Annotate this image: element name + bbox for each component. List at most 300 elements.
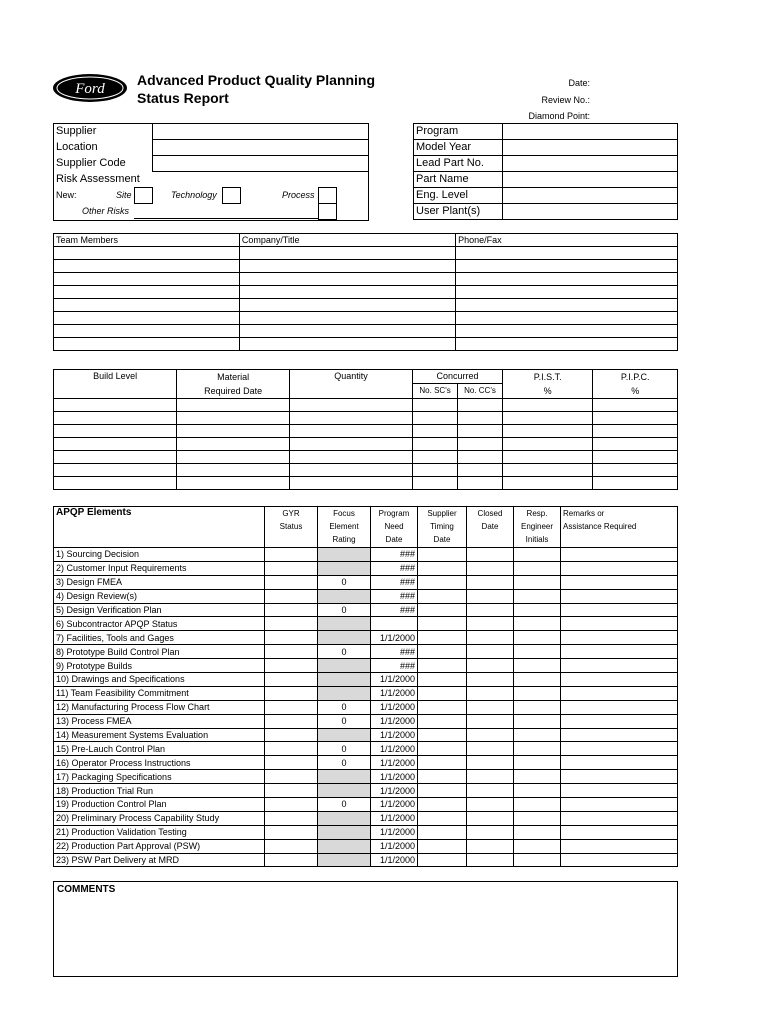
- focus-rating-cell[interactable]: [318, 561, 371, 575]
- build-cell[interactable]: [54, 464, 177, 477]
- focus-rating-cell[interactable]: [318, 770, 371, 784]
- build-cell[interactable]: [593, 464, 678, 477]
- apqp-entry-cell[interactable]: [514, 561, 561, 575]
- focus-rating-cell[interactable]: 0: [318, 700, 371, 714]
- build-cell[interactable]: [289, 451, 412, 464]
- build-cell[interactable]: [289, 464, 412, 477]
- program-need-date-cell[interactable]: ###: [371, 548, 418, 562]
- focus-rating-cell[interactable]: [318, 839, 371, 853]
- apqp-element-name: 23) PSW Part Delivery at MRD: [54, 853, 265, 867]
- build-cell[interactable]: [54, 399, 177, 412]
- focus-rating-cell[interactable]: 0: [318, 798, 371, 812]
- apqp-entry-cell[interactable]: [514, 853, 561, 867]
- team-row: [54, 273, 678, 286]
- apqp-element-name: 20) Preliminary Process Capability Study: [54, 811, 265, 825]
- apqp-entry-cell[interactable]: [561, 700, 678, 714]
- build-cell[interactable]: [54, 425, 177, 438]
- apqp-entry-cell[interactable]: [561, 617, 678, 631]
- program-need-date-cell[interactable]: ###: [371, 589, 418, 603]
- build-cell[interactable]: [413, 438, 458, 451]
- apqp-entry-cell[interactable]: [418, 659, 467, 673]
- focus-rating-cell[interactable]: [318, 631, 371, 645]
- team-cell[interactable]: [239, 273, 455, 286]
- apqp-entry-cell[interactable]: [418, 728, 467, 742]
- program-row-label: Eng. Level: [414, 188, 503, 204]
- build-cell[interactable]: [458, 451, 503, 464]
- gyr-status-cell[interactable]: [265, 811, 318, 825]
- risk-checkbox[interactable]: [318, 203, 337, 220]
- team-cell[interactable]: [456, 312, 678, 325]
- focus-rating-cell[interactable]: [318, 617, 371, 631]
- supplier-row: [54, 172, 368, 188]
- apqp-entry-cell[interactable]: [561, 784, 678, 798]
- program-need-date-cell[interactable]: ###: [371, 645, 418, 659]
- apqp-entry-cell[interactable]: [561, 728, 678, 742]
- program-row-label: Program: [414, 124, 503, 140]
- apqp-entry-cell[interactable]: [418, 770, 467, 784]
- focus-rating-cell[interactable]: 0: [318, 756, 371, 770]
- apqp-entry-cell[interactable]: [467, 798, 514, 812]
- apqp-entry-cell[interactable]: [514, 631, 561, 645]
- apqp-entry-cell[interactable]: [467, 811, 514, 825]
- team-cell[interactable]: [54, 260, 240, 273]
- build-cell[interactable]: [177, 464, 290, 477]
- focus-rating-cell[interactable]: [318, 686, 371, 700]
- gyr-status-cell[interactable]: [265, 548, 318, 562]
- focus-rating-cell[interactable]: [318, 825, 371, 839]
- focus-rating-cell[interactable]: 0: [318, 603, 371, 617]
- apqp-entry-cell[interactable]: [418, 589, 467, 603]
- focus-rating-cell[interactable]: [318, 784, 371, 798]
- apqp-entry-cell[interactable]: [514, 700, 561, 714]
- build-cell[interactable]: [177, 451, 290, 464]
- apqp-row: [54, 631, 678, 645]
- apqp-entry-cell[interactable]: [561, 659, 678, 673]
- apqp-row: [54, 728, 678, 742]
- apqp-entry-cell[interactable]: [561, 645, 678, 659]
- apqp-entry-cell[interactable]: [561, 798, 678, 812]
- build-cell[interactable]: [54, 412, 177, 425]
- build-cell[interactable]: [289, 399, 412, 412]
- build-cell[interactable]: [458, 438, 503, 451]
- program-field[interactable]: [503, 156, 678, 172]
- gyr-status-cell[interactable]: [265, 659, 318, 673]
- team-cell[interactable]: [239, 286, 455, 299]
- build-cell[interactable]: [54, 438, 177, 451]
- focus-rating-cell[interactable]: 0: [318, 742, 371, 756]
- gyr-status-cell[interactable]: [265, 575, 318, 589]
- team-cell[interactable]: [54, 299, 240, 312]
- build-cell[interactable]: [593, 451, 678, 464]
- build-cell[interactable]: [593, 412, 678, 425]
- program-need-date-cell[interactable]: 1/1/2000: [371, 686, 418, 700]
- apqp-entry-cell[interactable]: [418, 714, 467, 728]
- focus-rating-cell[interactable]: [318, 728, 371, 742]
- apqp-row: [54, 839, 678, 853]
- program-need-date-cell[interactable]: ###: [371, 659, 418, 673]
- apqp-row: [54, 645, 678, 659]
- build-cell[interactable]: [593, 399, 678, 412]
- apqp-header-row: [54, 507, 678, 548]
- apqp-entry-cell[interactable]: [467, 561, 514, 575]
- apqp-entry-cell[interactable]: [514, 673, 561, 687]
- gyr-status-cell[interactable]: [265, 728, 318, 742]
- apqp-table: [53, 506, 678, 867]
- team-cell[interactable]: [239, 260, 455, 273]
- apqp-entry-cell[interactable]: [467, 686, 514, 700]
- team-cell[interactable]: [239, 338, 455, 351]
- build-cell[interactable]: [289, 425, 412, 438]
- supplier-row: [54, 124, 368, 140]
- apqp-entry-cell[interactable]: [514, 784, 561, 798]
- build-cell[interactable]: [458, 412, 503, 425]
- apqp-entry-cell[interactable]: [514, 714, 561, 728]
- apqp-entry-cell[interactable]: [467, 853, 514, 867]
- team-header-cell: Team Members: [54, 234, 240, 247]
- build-cell[interactable]: [289, 412, 412, 425]
- apqp-element-name: 6) Subcontractor APQP Status: [54, 617, 265, 631]
- team-cell[interactable]: [456, 286, 678, 299]
- apqp-entry-cell[interactable]: [561, 811, 678, 825]
- apqp-entry-cell[interactable]: [418, 561, 467, 575]
- gyr-status-cell[interactable]: [265, 700, 318, 714]
- build-cell[interactable]: [502, 412, 592, 425]
- team-cell[interactable]: [456, 325, 678, 338]
- build-cell[interactable]: [413, 412, 458, 425]
- apqp-entry-cell[interactable]: [467, 603, 514, 617]
- apqp-entry-cell[interactable]: [467, 714, 514, 728]
- apqp-entry-cell[interactable]: [467, 659, 514, 673]
- apqp-entry-cell[interactable]: [467, 645, 514, 659]
- program-block: [413, 123, 678, 220]
- team-row: [54, 247, 678, 260]
- team-cell[interactable]: [456, 260, 678, 273]
- apqp-col-header-line: Element: [329, 522, 359, 531]
- program-field[interactable]: [503, 140, 678, 156]
- build-cell[interactable]: [177, 425, 290, 438]
- program-field[interactable]: [503, 172, 678, 188]
- gyr-status-cell[interactable]: [265, 645, 318, 659]
- program-need-date-cell[interactable]: ###: [371, 603, 418, 617]
- build-cell[interactable]: [593, 425, 678, 438]
- apqp-entry-cell[interactable]: [514, 686, 561, 700]
- gyr-status-cell[interactable]: [265, 589, 318, 603]
- build-cell[interactable]: [502, 477, 592, 490]
- team-cell[interactable]: [456, 299, 678, 312]
- apqp-entry-cell[interactable]: [418, 784, 467, 798]
- apqp-title: APQP Elements: [54, 507, 265, 548]
- apqp-row: [54, 548, 678, 562]
- apqp-row: [54, 561, 678, 575]
- build-cell[interactable]: [413, 399, 458, 412]
- build-cell[interactable]: [502, 425, 592, 438]
- gyr-status-cell[interactable]: [265, 839, 318, 853]
- apqp-col-header-line: Date: [433, 535, 451, 544]
- program-need-date-cell[interactable]: ###: [371, 575, 418, 589]
- apqp-entry-cell[interactable]: [467, 673, 514, 687]
- apqp-entry-cell[interactable]: [514, 589, 561, 603]
- focus-rating-cell[interactable]: [318, 853, 371, 867]
- apqp-element-name: 14) Measurement Systems Evaluation: [54, 728, 265, 742]
- apqp-entry-cell[interactable]: [561, 561, 678, 575]
- apqp-entry-cell[interactable]: [561, 631, 678, 645]
- build-cell[interactable]: [413, 451, 458, 464]
- apqp-entry-cell[interactable]: [561, 742, 678, 756]
- team-cell[interactable]: [456, 247, 678, 260]
- team-cell[interactable]: [239, 325, 455, 338]
- program-need-date-cell[interactable]: 1/1/2000: [371, 853, 418, 867]
- apqp-entry-cell[interactable]: [418, 645, 467, 659]
- focus-rating-cell[interactable]: [318, 589, 371, 603]
- apqp-entry-cell[interactable]: [514, 645, 561, 659]
- focus-rating-cell[interactable]: 0: [318, 575, 371, 589]
- apqp-entry-cell[interactable]: [418, 700, 467, 714]
- build-cell[interactable]: [502, 464, 592, 477]
- supplier-field[interactable]: [152, 140, 368, 156]
- program-need-date-cell[interactable]: 1/1/2000: [371, 825, 418, 839]
- no-cc-header: No. CC's: [458, 383, 503, 398]
- build-row: [54, 438, 678, 451]
- apqp-entry-cell[interactable]: [514, 811, 561, 825]
- team-cell[interactable]: [456, 338, 678, 351]
- site-label: Site: [116, 190, 132, 200]
- apqp-entry-cell[interactable]: [467, 742, 514, 756]
- apqp-entry-cell[interactable]: [418, 825, 467, 839]
- apqp-entry-cell[interactable]: [418, 686, 467, 700]
- focus-rating-cell[interactable]: 0: [318, 714, 371, 728]
- build-cell[interactable]: [413, 425, 458, 438]
- build-cell[interactable]: [177, 412, 290, 425]
- apqp-col-header-line: Engineer: [520, 522, 554, 531]
- apqp-entry-cell[interactable]: [467, 728, 514, 742]
- apqp-entry-cell[interactable]: [561, 770, 678, 784]
- program-need-date-cell[interactable]: 1/1/2000: [371, 631, 418, 645]
- apqp-entry-cell[interactable]: [514, 603, 561, 617]
- build-cell[interactable]: [502, 451, 592, 464]
- risk-checkbox[interactable]: [318, 187, 337, 204]
- team-cell[interactable]: [456, 273, 678, 286]
- apqp-entry-cell[interactable]: [561, 825, 678, 839]
- apqp-entry-cell[interactable]: [514, 825, 561, 839]
- apqp-entry-cell[interactable]: [418, 811, 467, 825]
- gyr-status-cell[interactable]: [265, 798, 318, 812]
- build-cell[interactable]: [54, 477, 177, 490]
- build-cell[interactable]: [458, 425, 503, 438]
- program-need-date-cell[interactable]: 1/1/2000: [371, 770, 418, 784]
- apqp-row: [54, 853, 678, 867]
- program-need-date-cell[interactable]: 1/1/2000: [371, 700, 418, 714]
- gyr-status-cell[interactable]: [265, 742, 318, 756]
- apqp-entry-cell[interactable]: [467, 548, 514, 562]
- program-need-date-cell[interactable]: 1/1/2000: [371, 798, 418, 812]
- gyr-status-cell[interactable]: [265, 617, 318, 631]
- build-cell[interactable]: [289, 477, 412, 490]
- apqp-row: [54, 700, 678, 714]
- apqp-entry-cell[interactable]: [467, 631, 514, 645]
- build-cell[interactable]: [458, 464, 503, 477]
- program-need-date-cell[interactable]: ###: [371, 561, 418, 575]
- build-cell[interactable]: [502, 399, 592, 412]
- focus-rating-cell[interactable]: [318, 659, 371, 673]
- build-cell[interactable]: [593, 438, 678, 451]
- supplier-field[interactable]: [152, 124, 368, 140]
- team-cell[interactable]: [54, 247, 240, 260]
- apqp-entry-cell[interactable]: [418, 673, 467, 687]
- team-cell[interactable]: [54, 312, 240, 325]
- technology-label: Technology: [171, 190, 217, 200]
- apqp-entry-cell[interactable]: [514, 770, 561, 784]
- apqp-entry-cell[interactable]: [561, 714, 678, 728]
- apqp-entry-cell[interactable]: [418, 742, 467, 756]
- apqp-entry-cell[interactable]: [467, 575, 514, 589]
- build-cell[interactable]: [413, 464, 458, 477]
- apqp-entry-cell[interactable]: [467, 784, 514, 798]
- apqp-element-name: 8) Prototype Build Control Plan: [54, 645, 265, 659]
- apqp-entry-cell[interactable]: [561, 853, 678, 867]
- program-need-date-cell[interactable]: 1/1/2000: [371, 784, 418, 798]
- apqp-entry-cell[interactable]: [514, 659, 561, 673]
- program-need-date-cell[interactable]: 1/1/2000: [371, 728, 418, 742]
- program-need-date-cell[interactable]: 1/1/2000: [371, 742, 418, 756]
- team-row: [54, 325, 678, 338]
- apqp-entry-cell[interactable]: [418, 603, 467, 617]
- apqp-element-name: 13) Process FMEA: [54, 714, 265, 728]
- risk-checkbox[interactable]: [134, 187, 153, 204]
- apqp-element-name: 1) Sourcing Decision: [54, 548, 265, 562]
- gyr-status-cell[interactable]: [265, 603, 318, 617]
- remarks-header-line: Assistance Required: [563, 522, 637, 531]
- apqp-entry-cell[interactable]: [418, 798, 467, 812]
- apqp-entry-cell[interactable]: [467, 770, 514, 784]
- build-cell[interactable]: [177, 477, 290, 490]
- build-cell[interactable]: [502, 438, 592, 451]
- apqp-col-header-line: Closed: [477, 509, 503, 518]
- apqp-element-name: 16) Operator Process Instructions: [54, 756, 265, 770]
- program-field[interactable]: [503, 188, 678, 204]
- program-field[interactable]: [503, 204, 678, 220]
- supplier-field[interactable]: [152, 156, 368, 172]
- apqp-entry-cell[interactable]: [561, 686, 678, 700]
- supplier-row-label: Supplier: [56, 125, 97, 137]
- team-cell[interactable]: [54, 286, 240, 299]
- program-need-date-cell[interactable]: 1/1/2000: [371, 756, 418, 770]
- apqp-entry-cell[interactable]: [561, 589, 678, 603]
- apqp-entry-cell[interactable]: [467, 700, 514, 714]
- apqp-entry-cell[interactable]: [514, 798, 561, 812]
- apqp-entry-cell[interactable]: [561, 575, 678, 589]
- team-cell[interactable]: [239, 247, 455, 260]
- apqp-entry-cell[interactable]: [514, 575, 561, 589]
- gyr-status-cell[interactable]: [265, 686, 318, 700]
- build-cell[interactable]: [54, 451, 177, 464]
- apqp-entry-cell[interactable]: [561, 548, 678, 562]
- apqp-entry-cell[interactable]: [418, 548, 467, 562]
- apqp-entry-cell[interactable]: [467, 617, 514, 631]
- apqp-col-header-line: Resp.: [526, 509, 548, 518]
- team-header-row: [54, 234, 678, 247]
- build-cell[interactable]: [413, 477, 458, 490]
- supplier-row: [54, 156, 368, 172]
- gyr-status-cell[interactable]: [265, 784, 318, 798]
- other-risks-line[interactable]: [134, 218, 318, 219]
- gyr-status-cell[interactable]: [265, 561, 318, 575]
- apqp-entry-cell[interactable]: [561, 756, 678, 770]
- team-cell[interactable]: [54, 325, 240, 338]
- gyr-status-cell[interactable]: [265, 770, 318, 784]
- build-cell[interactable]: [593, 477, 678, 490]
- apqp-row: [54, 617, 678, 631]
- gyr-status-cell[interactable]: [265, 825, 318, 839]
- apqp-entry-cell[interactable]: [514, 756, 561, 770]
- apqp-entry-cell[interactable]: [467, 756, 514, 770]
- apqp-entry-cell[interactable]: [514, 839, 561, 853]
- apqp-entry-cell[interactable]: [418, 617, 467, 631]
- focus-rating-cell[interactable]: [318, 548, 371, 562]
- focus-rating-cell[interactable]: 0: [318, 645, 371, 659]
- apqp-element-name: 22) Production Part Approval (PSW): [54, 839, 265, 853]
- apqp-entry-cell[interactable]: [467, 825, 514, 839]
- comments-title: COMMENTS: [57, 884, 116, 895]
- apqp-element-name: 2) Customer Input Requirements: [54, 561, 265, 575]
- risk-checkbox[interactable]: [222, 187, 241, 204]
- gyr-status-cell[interactable]: [265, 673, 318, 687]
- program-need-date-cell[interactable]: 1/1/2000: [371, 673, 418, 687]
- apqp-row: [54, 825, 678, 839]
- gyr-status-cell[interactable]: [265, 756, 318, 770]
- gyr-status-cell[interactable]: [265, 853, 318, 867]
- program-field[interactable]: [503, 124, 678, 140]
- build-cell[interactable]: [458, 399, 503, 412]
- apqp-row: [54, 784, 678, 798]
- gyr-status-cell[interactable]: [265, 714, 318, 728]
- program-need-date-cell[interactable]: 1/1/2000: [371, 714, 418, 728]
- gyr-status-cell[interactable]: [265, 631, 318, 645]
- apqp-entry-cell[interactable]: [514, 742, 561, 756]
- apqp-entry-cell[interactable]: [561, 839, 678, 853]
- apqp-element-name: 12) Manufacturing Process Flow Chart: [54, 700, 265, 714]
- program-need-date-cell[interactable]: 1/1/2000: [371, 839, 418, 853]
- build-cell[interactable]: [177, 399, 290, 412]
- program-need-date-cell[interactable]: 1/1/2000: [371, 811, 418, 825]
- apqp-entry-cell[interactable]: [514, 617, 561, 631]
- apqp-entry-cell[interactable]: [418, 853, 467, 867]
- apqp-entry-cell[interactable]: [514, 728, 561, 742]
- focus-rating-cell[interactable]: [318, 811, 371, 825]
- build-cell[interactable]: [177, 438, 290, 451]
- apqp-entry-cell[interactable]: [561, 603, 678, 617]
- program-need-date-cell[interactable]: [371, 617, 418, 631]
- apqp-entry-cell[interactable]: [418, 631, 467, 645]
- build-cell[interactable]: [289, 438, 412, 451]
- apqp-row: [54, 770, 678, 784]
- team-cell[interactable]: [239, 299, 455, 312]
- apqp-entry-cell[interactable]: [467, 839, 514, 853]
- apqp-entry-cell[interactable]: [467, 589, 514, 603]
- team-cell[interactable]: [239, 312, 455, 325]
- team-cell[interactable]: [54, 338, 240, 351]
- material-header: Material: [177, 370, 290, 384]
- comments-box[interactable]: [53, 881, 678, 977]
- apqp-entry-cell[interactable]: [418, 756, 467, 770]
- team-cell[interactable]: [54, 273, 240, 286]
- team-header-cell: Company/Title: [239, 234, 455, 247]
- apqp-entry-cell[interactable]: [561, 673, 678, 687]
- build-cell[interactable]: [458, 477, 503, 490]
- apqp-entry-cell[interactable]: [514, 548, 561, 562]
- apqp-entry-cell[interactable]: [418, 839, 467, 853]
- apqp-entry-cell[interactable]: [418, 575, 467, 589]
- focus-rating-cell[interactable]: [318, 673, 371, 687]
